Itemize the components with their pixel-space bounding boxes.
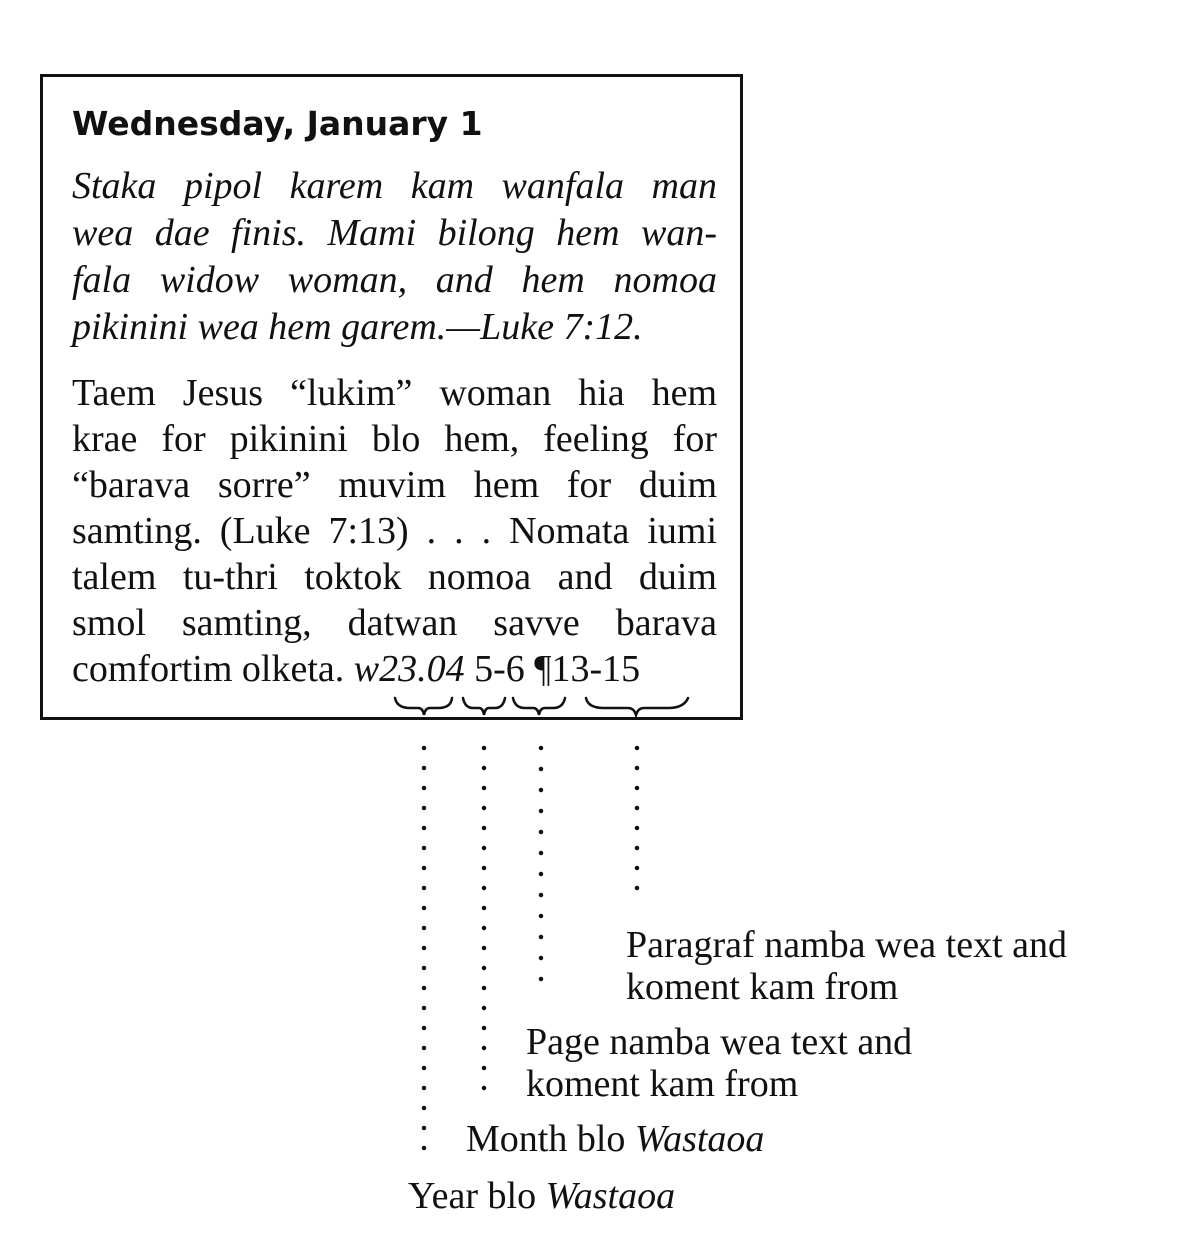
comment-line: “barava sorre” muvim hem for duim	[72, 464, 717, 506]
month-label	[466, 1118, 764, 1160]
year-label-title: Wastaoa	[545, 1175, 676, 1217]
reference-paragraphs: ¶13-15	[534, 648, 641, 690]
comment-line: talem tu-thri toktok nomoa and duim	[72, 556, 717, 598]
page-number-label-line2: koment kam from	[526, 1063, 799, 1105]
reference-pages: 5-6	[474, 648, 525, 690]
scripture-line: wea dae finis. Mami bilong hem wan-	[72, 212, 717, 254]
year-label	[408, 1175, 675, 1217]
comment-line: krae for pikinini blo hem, feeling for	[72, 418, 717, 460]
comment-line: Taem Jesus “lukim” woman hia hem	[72, 372, 717, 414]
date-heading: Wednesday, January 1	[72, 104, 483, 143]
comment-line: samting. (Luke 7:13) . . . Nomata iumi	[72, 510, 717, 552]
comment-text: comfortim olketa.	[72, 648, 345, 690]
reference-year: w23	[353, 648, 418, 690]
comment-line: smol samting, datwan savve barava	[72, 602, 717, 644]
month-brace	[463, 698, 505, 715]
year-brace	[395, 698, 452, 715]
scripture-line: fala widow woman, and hem nomoa	[72, 259, 717, 301]
reference-month: .04	[417, 648, 465, 690]
month-label-prefix: Month blo	[466, 1118, 626, 1160]
paragraph-number-label-line2: koment kam from	[626, 966, 899, 1008]
year-label-prefix: Year blo	[408, 1175, 537, 1217]
month-label-title: Wastaoa	[634, 1118, 765, 1160]
pages-brace	[513, 698, 565, 715]
scripture-line: Staka pipol karem kam wanfala man	[72, 165, 717, 207]
page-number-label-line1: Page namba wea text and	[526, 1021, 913, 1063]
paragraph-number-label-line1: Paragraf namba wea text and	[626, 924, 1068, 966]
scripture-line: pikinini wea hem garem.—Luke 7:12.	[72, 306, 643, 348]
paragraphs-brace	[586, 698, 688, 715]
